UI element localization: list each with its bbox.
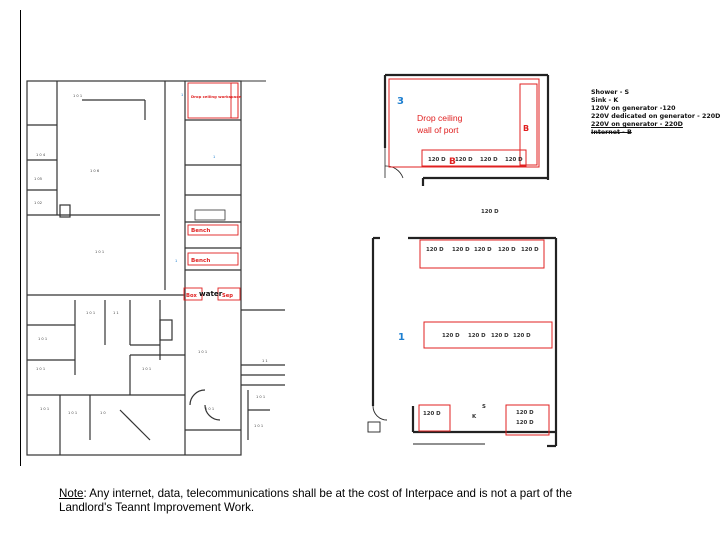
left-room-label: water xyxy=(199,289,223,298)
svg-text:1 0 1: 1 0 1 xyxy=(68,411,78,415)
left-room-label: Box xyxy=(186,293,197,299)
left-room-label: Drop ceiling workspace xyxy=(191,94,242,99)
outlet-label: 120 D xyxy=(468,333,486,339)
svg-text:1 0 1: 1 0 1 xyxy=(40,407,50,411)
svg-text:1 0 1: 1 0 1 xyxy=(95,250,105,254)
footnote-label: Note xyxy=(59,487,84,500)
upper-room-note-line: Drop ceiling xyxy=(417,113,463,123)
outlet-label: 120 D xyxy=(498,247,516,253)
legend-item: 220V on generator - 220D xyxy=(591,121,683,128)
svg-text:1 0 4: 1 0 4 xyxy=(36,153,46,157)
outlet-label: 120 D xyxy=(480,157,498,163)
upper-room-number: 3 xyxy=(397,96,404,107)
outlet-label: 120 D xyxy=(455,157,473,163)
outlet-label: 120 D xyxy=(423,411,441,417)
outlet-label: 120 D xyxy=(452,247,470,253)
legend xyxy=(591,89,720,137)
upper-room-note-line: wall of port xyxy=(417,125,459,135)
svg-text:1 0 1: 1 0 1 xyxy=(256,395,266,399)
outlet-label: 120 D xyxy=(426,247,444,253)
left-room-label: Sep xyxy=(222,293,233,299)
svg-text:1 0 1: 1 0 1 xyxy=(205,407,215,411)
lower-room-number: 1 xyxy=(398,332,405,343)
footnote xyxy=(59,487,579,515)
svg-text:1: 1 xyxy=(175,258,178,263)
outlet-label: 120 D xyxy=(428,157,446,163)
svg-text:1 0 1: 1 0 1 xyxy=(73,94,83,98)
svg-text:1 0 1: 1 0 1 xyxy=(38,337,48,341)
svg-text:1 0 1: 1 0 1 xyxy=(254,424,264,428)
svg-text:1 0 1: 1 0 1 xyxy=(198,350,208,354)
legend-item: Sink - K xyxy=(591,97,619,104)
between-rooms-label: 120 D xyxy=(481,209,499,215)
footnote-text: : Any internet, data, telecommunications shall be at the cost of Interpace and is not a part of the Landlord's Teannt Improvement Work. xyxy=(59,487,573,514)
svg-text:1 1: 1 1 xyxy=(262,359,268,363)
svg-text:1 0 1: 1 0 1 xyxy=(36,367,46,371)
legend-item: Shower - S xyxy=(591,89,630,96)
internet-marker: B xyxy=(523,124,530,133)
svg-text:1 0 1: 1 0 1 xyxy=(86,311,96,315)
svg-text:1 02: 1 02 xyxy=(34,201,43,205)
svg-text:1: 1 xyxy=(181,92,184,97)
svg-text:1 05: 1 05 xyxy=(34,177,43,181)
svg-text:1: 1 xyxy=(213,154,216,159)
outlet-label: 120 D xyxy=(474,247,492,253)
left-room-label: Bench xyxy=(191,258,211,264)
outlet-label: 120 D xyxy=(516,420,534,426)
outlet-label: 120 D xyxy=(513,333,531,339)
outlet-label: 120 D xyxy=(491,333,509,339)
internet-marker: B xyxy=(449,157,456,167)
sink-marker: K xyxy=(472,414,477,420)
left-room-label: Bench xyxy=(191,228,211,234)
outlet-label: 120 D xyxy=(442,333,460,339)
svg-text:1 0: 1 0 xyxy=(100,411,106,415)
outlet-label: 120 D xyxy=(516,410,534,416)
outlet-label: 120 D xyxy=(505,157,523,163)
shower-marker: S xyxy=(482,404,486,410)
legend-item: 120V on generator -120 xyxy=(591,105,676,112)
svg-text:1 0 6: 1 0 6 xyxy=(90,169,100,173)
outlet-label: 120 D xyxy=(521,247,539,253)
svg-text:1 0 1: 1 0 1 xyxy=(142,367,152,371)
legend-item: 220V dedicated on generator - 220D xyxy=(591,113,721,120)
svg-text:1 1: 1 1 xyxy=(113,311,119,315)
legend-item: Internet - B xyxy=(591,129,632,136)
